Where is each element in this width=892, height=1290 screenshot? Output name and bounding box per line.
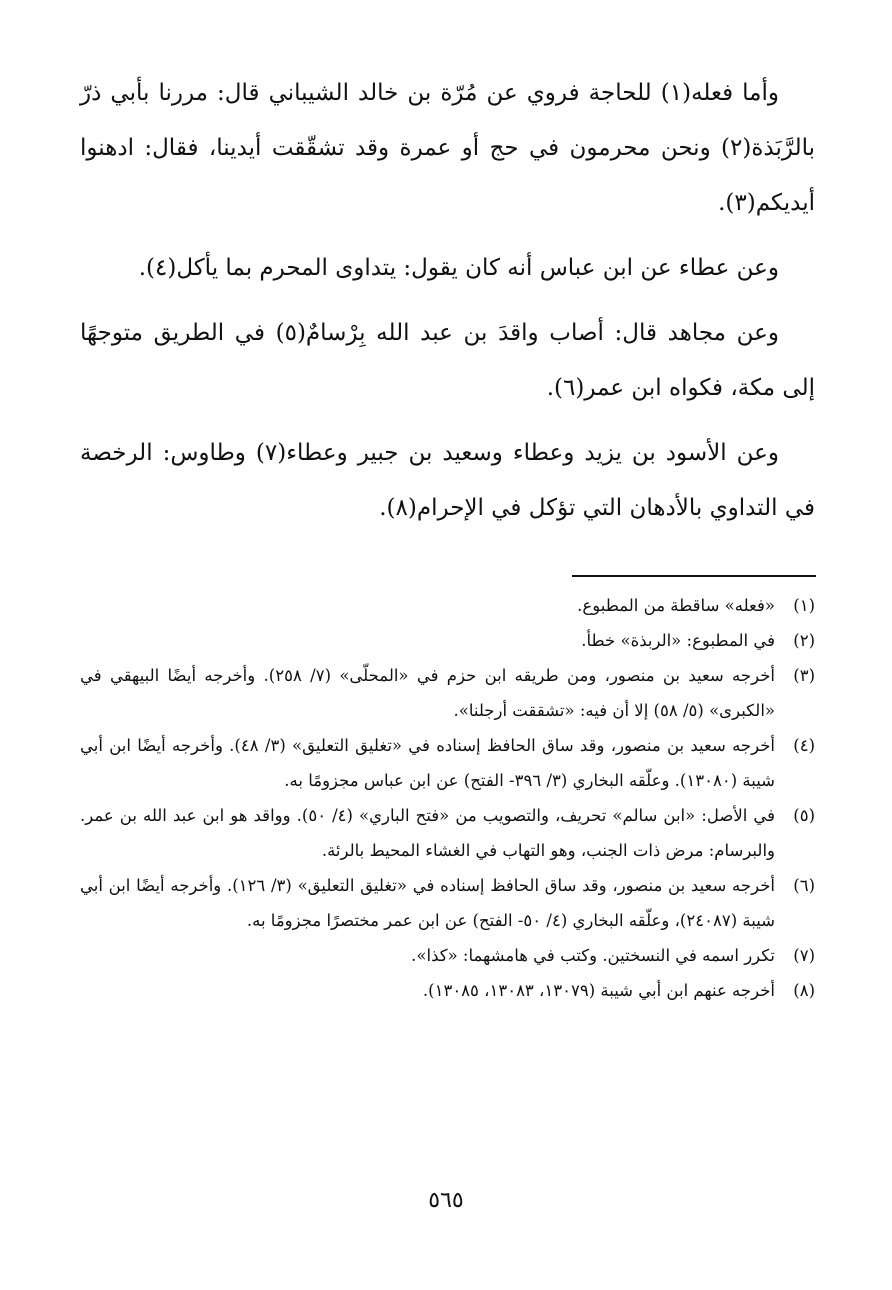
footnote-7 (80, 938, 815, 973)
footnote-number: (٦) (793, 876, 815, 895)
footnote-separator (572, 575, 816, 577)
footnote-2 (80, 623, 815, 658)
footnote-number: (٢) (793, 631, 815, 650)
footnotes (80, 588, 815, 1008)
main-paragraph-2: وعن عطاء عن ابن عباس أنه كان يقول: يتداوى المحرم بما يأكل(٤). (138, 255, 779, 281)
main-paragraph-1: وأما فعله(١) للحاجة فروي عن مُرّة بن خالد الشيباني قال: مررنا بأبي ذرّ بالرَّبَذة(٢) ونحن محرمون في حج أو عمرة وقد تشقّقت أيدينا، فقال: ادهنوا أيديكم(٣). (80, 80, 815, 216)
footnote-text: أخرجه سعيد بن منصور، ومن طريقه ابن حزم في «المحلّى» (٧/ ٢٥٨). وأخرجه أيضًا البيهقي في «الكبرى» (٥/ ٥٨) إلا أن فيه: «تشققت أرجلنا». (80, 666, 775, 720)
page-number: ٥٦٥ (428, 1188, 464, 1213)
footnote-3 (80, 658, 815, 728)
footnote-text: أخرجه سعيد بن منصور، وقد ساق الحافظ إسناده في «تغليق التعليق» (٣/ ١٢٦). وأخرجه أيضًا ابن أبي شيبة (٢٤٠٨٧)، وعلّقه البخاري (٤/ ٥٠- الفتح) عن ابن عمر مختصرًا مجزومًا به. (80, 876, 775, 930)
footnote-text: أخرجه عنهم ابن أبي شيبة (١٣٠٧٩، ١٣٠٨٣، ١٣٠٨٥). (422, 981, 775, 1000)
footnote-text: في الأصل: «ابن سالم» تحريف، والتصويب من «فتح الباري» (٤/ ٥٠). وواقد هو ابن عبد الله بن عمر. والبرسام: مرض ذات الجنب، وهو التهاب في الغشاء المحيط بالرئة. (80, 806, 776, 860)
footnote-5 (80, 798, 815, 868)
main-paragraph-4: وعن الأسود بن يزيد وعطاء وسعيد بن جبير وعطاء(٧) وطاوس: الرخصة في التداوي بالأدهان التي تؤكل في الإحرام(٨). (80, 440, 815, 521)
footnote-number: (٣) (793, 666, 815, 685)
footnote-number: (١) (793, 596, 815, 615)
footnote-4 (80, 728, 815, 798)
footnote-text: أخرجه سعيد بن منصور، وقد ساق الحافظ إسناده في «تغليق التعليق» (٣/ ٤٨). وأخرجه أيضًا ابن أبي شيبة (١٣٠٨٠). وعلّقه البخاري (٣/ ٣٩٦- الفتح) عن ابن عباس مجزومًا به. (80, 736, 776, 790)
main-text (80, 66, 815, 546)
footnote-number: (٥) (793, 806, 815, 825)
footnote-text: تكرر اسمه في النسختين. وكتب في هامشهما: «كذا». (411, 946, 775, 965)
footnote-8 (80, 973, 815, 1008)
footnote-text: «فعله» ساقطة من المطبوع. (577, 596, 775, 615)
footnote-number: (٧) (793, 946, 815, 965)
main-paragraph-3: وعن مجاهد قال: أصاب واقدَ بن عبد الله بِرْسامٌ(٥) في الطريق متوجهًا إلى مكة، فكواه ابن عمر(٦). (80, 320, 815, 401)
footnote-number: (٨) (793, 981, 815, 1000)
footnote-1 (80, 588, 815, 623)
footnote-6 (80, 868, 815, 938)
footnote-number: (٤) (793, 736, 815, 755)
footnote-text: في المطبوع: «الربذة» خطأ. (581, 631, 775, 650)
